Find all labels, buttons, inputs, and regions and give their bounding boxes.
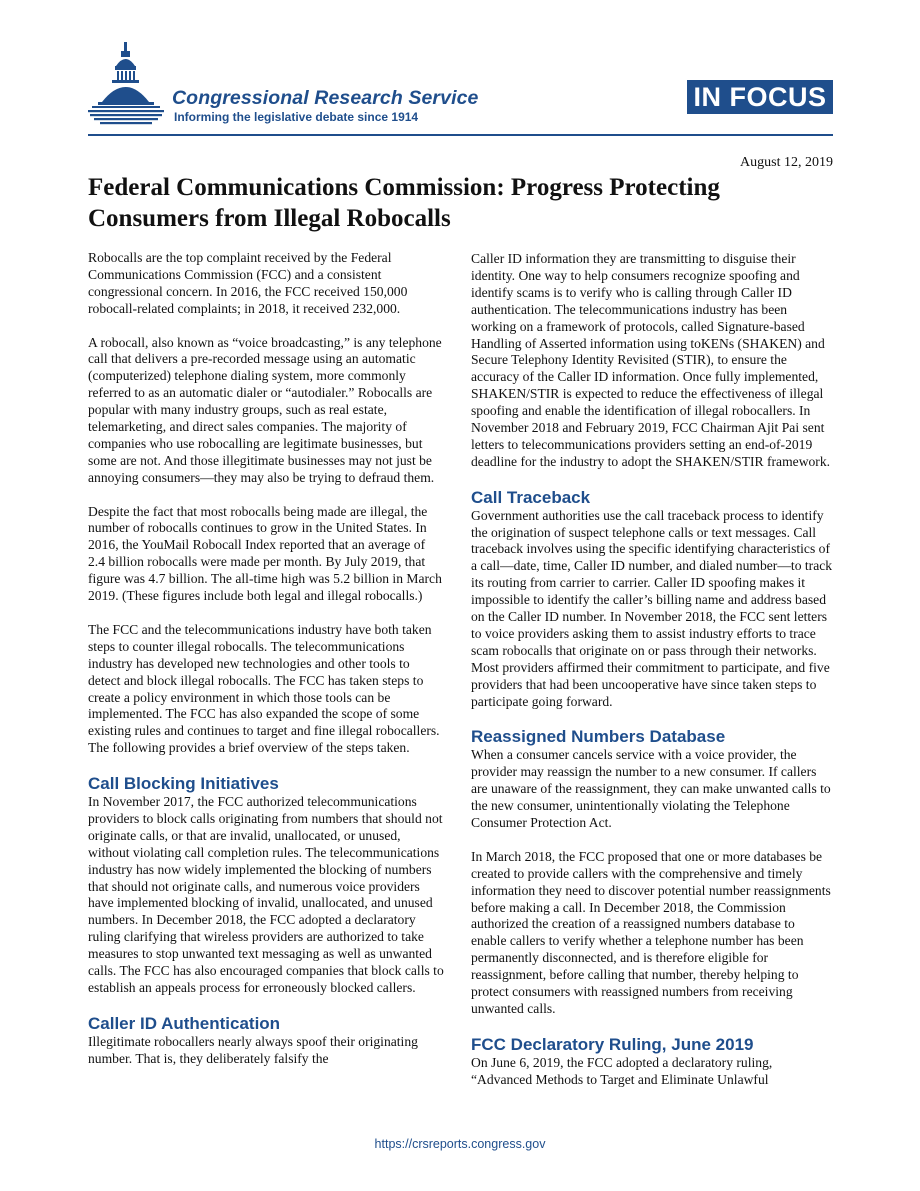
paragraph: The FCC and the telecommunications industry have both taken steps to counter illegal robocalls. The telecommunications industry has developed new technologies and other tools to detect and block illegal robocalls. The FCC has taken steps to create a policy environment in which those tools can be implemented. The FCC has also expanded the scope of some existing rules and continues to target and fine illegal robocallers. The following provides a brief overview of the steps taken. bbox=[88, 621, 440, 756]
section-heading-call-traceback: Call Traceback bbox=[471, 487, 591, 507]
footer-url-link[interactable]: https://crsreports.congress.gov bbox=[374, 1137, 546, 1151]
in-focus-badge: IN FOCUS bbox=[687, 80, 833, 114]
paragraph: On June 6, 2019, the FCC adopted a declaratory ruling, “Advanced Methods to Target and Eliminate Unlawful bbox=[471, 1054, 773, 1087]
header-rule bbox=[88, 134, 833, 136]
paragraph: Illegitimate robocallers nearly always spoof their originating number. That is, they deliberately falsify the bbox=[88, 1033, 418, 1066]
paragraph: In March 2018, the FCC proposed that one or more databases be created to provide callers with the comprehensive and timely information they need to discover potential number reassignments before making a call. In December 2018, the Commission authorized the creation of a reassigned numbers database to enable callers to verify whether a telephone number has been permanently disconnected, and is therefore eligible for reassignment, before calling that number, thereby helping to protect consumers with reassigned numbers from receiving unwanted calls. bbox=[471, 848, 831, 1017]
document-title: Federal Communications Commission: Progress Protecting Consumers from Illegal Robocalls bbox=[88, 174, 720, 232]
right-column bbox=[471, 251, 833, 1106]
section-heading-call-blocking: Call Blocking Initiatives bbox=[88, 774, 279, 794]
section-heading-declaratory-ruling: FCC Declaratory Ruling, June 2019 bbox=[471, 1034, 754, 1054]
paragraph: Caller ID information they are transmitting to disguise their identity. One way to help consumers recognize spoofing and identify scams is to verify who is calling through Caller ID authentication. The telecommunications industry has been working on a framework of protocols, called Signature-based Handling of Asserted information using toKENs (SHAKEN) and Secure Telephony Identity Revisited (STIR), to ensure the accuracy of the Caller ID information. Once fully implemented, SHAKEN/STIR is expected to reduce the effectiveness of illegal spoofing and enable the identification of illegal robocallers. In November 2018 and February 2019, FCC Chairman Ajit Pai sent letters to telecommunications providers setting an end-of-2019 deadline for the industry to adopt the SHAKEN/STIR framework. bbox=[471, 251, 831, 469]
capitol-dome-logo bbox=[88, 42, 164, 128]
left-column bbox=[88, 250, 445, 1085]
publication-date: August 12, 2019 bbox=[740, 155, 833, 170]
org-name: Congressional Research Service bbox=[172, 87, 479, 109]
paragraph: Government authorities use the call traceback process to identify the origination of suspect telephone calls or text messages. Call traceback involves using the specific identifying characteristics of a call—date, time, Caller ID number, and dialed number—to track its routing from carrier to carrier. Caller ID spoofing makes it impossible to identify the caller’s billing name and address based on the Caller ID number. In November 2018, the FCC sent letters to voice providers asking them to assist industry efforts to trace scam robocalls that originate on or pass through their networks. Most providers affirmed their commitment to participate, and five providers that had been uncooperative have since taken steps to participate going forward. bbox=[471, 507, 833, 709]
page-header bbox=[0, 0, 920, 140]
paragraph: Despite the fact that most robocalls being made are illegal, the number of robocalls continues to grow in the United States. In 2016, the YouMail Robocall Index reported that an average of 2.4 billion robocalls were made per month. By July 2019, that figure was 4.7 billion. The all-time high was 5.2 billion in March 2019. (These figures include both legal and illegal robocalls.) bbox=[88, 503, 442, 604]
paragraph: A robocall, also known as “voice broadcasting,” is any telephone call that delivers a pre-recorded message using an automatic (computerized) telephone dialing system, more commonly referred to as an automatic dialer or “autodialer.” Robocalls are popular with many industry groups, such as real estate, telemarketing, and direct sales companies. The majority of companies who use robocalling are legitimate businesses, but some are not. And those illegitimate businesses may not just be annoying consumers—they may also be trying to defraud them. bbox=[88, 334, 442, 485]
paragraph: When a consumer cancels service with a voice provider, the provider may reassign the number to a new consumer. If callers are unaware of the reassignment, they can make unwanted calls to the new consumer, unintentionally violating the Telephone Consumer Protection Act. bbox=[471, 747, 831, 831]
org-tagline: Informing the legislative debate since 1914 bbox=[174, 110, 419, 124]
paragraph: Robocalls are the top complaint received by the Federal Communications Commission (FCC) and a consistent congressional concern. In 2016, the FCC received 150,000 robocall-related complaints; in 2018, it received 232,000. bbox=[88, 250, 408, 316]
section-heading-caller-id: Caller ID Authentication bbox=[88, 1013, 281, 1033]
section-heading-reassigned-numbers: Reassigned Numbers Database bbox=[471, 727, 726, 747]
paragraph: In November 2017, the FCC authorized telecommunications providers to block calls originating from numbers that should not originate calls, or that are invalid, unallocated, or unused, without violating call completion rules. The telecommunications industry has now widely implemented the blocking of numbers that should not originate calls, and numerous voice providers have implemented blocking of invalid, unallocated, and unused numbers. In December 2018, the FCC adopted a declaratory ruling clarifying that wireless providers are authorized to take measures to stop unwanted text messaging as well as unwanted calls. The FCC has also encouraged companies that block calls to establish an appeals process for erroneously blocked callers. bbox=[88, 794, 444, 995]
